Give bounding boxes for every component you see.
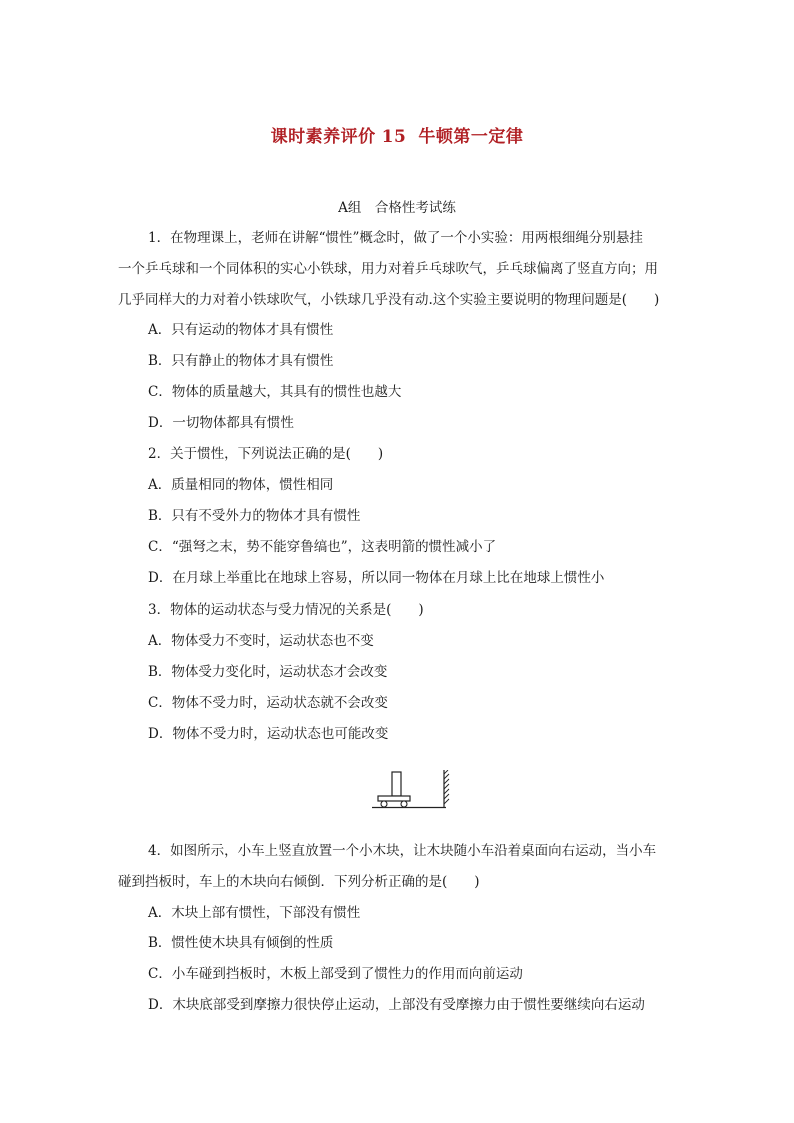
title-number: 15 [381,127,407,147]
question-3-option-a: A．物体受力不变时，运动状态也不变 [148,633,374,649]
question-1-option-d: D．一切物体都具有惯性 [148,415,294,431]
cart-body [378,796,410,801]
question-2-option-b: B．只有不受外力的物体才具有惯性 [148,508,361,524]
question-4-option-a: A．木块上部有惯性，下部没有惯性 [148,905,361,921]
cart-wheel-right [401,801,407,807]
wall-hatching [444,770,449,804]
question-3-option-c: C．物体不受力时，运动状态就不会改变 [148,695,388,711]
question-2-option-d: D．在月球上举重比在地球上容易，所以同一物体在月球上比在地球上惯性小 [148,570,605,586]
question-2-option-c: C．“强弩之末，势不能穿鲁缟也”，这表明箭的惯性减小了 [148,539,497,555]
wood-block [392,772,401,796]
question-4-line-2: 碰到挡板时，车上的木块向右倾倒．下列分析正确的是( ) [118,874,480,890]
question-1-line-1: 1．在物理课上，老师在讲解“惯性”概念时，做了一个小实验：用两根细绳分别悬挂 [148,230,643,246]
question-4-line-1: 4．如图所示，小车上竖直放置一个小木块，让木块随小车沿着桌面向右运动，当小车 [148,843,657,859]
cart-block-figure [372,770,452,814]
question-3-line-1: 3．物体的运动状态与受力情况的关系是( ) [148,602,424,618]
title-prefix: 课时素养评价 [270,127,376,147]
page-title [0,122,794,147]
question-1-option-a: A．只有运动的物体才具有惯性 [148,322,334,338]
question-1-line-3: 几乎同样大的力对着小铁球吹气，小铁球几乎没有动.这个实验主要说明的物理问题是( ) [118,292,660,308]
question-4-option-b: B．惯性使木块具有倾倒的性质 [148,935,334,951]
cart-wheel-left [381,801,387,807]
question-4-option-d: D．木块底部受到摩擦力很快停止运动，上部没有受摩擦力由于惯性要继续向右运动 [148,997,645,1013]
question-4-option-c: C．小车碰到挡板时，木板上部受到了惯性力的作用而向前运动 [148,966,523,982]
question-1-option-b: B．只有静止的物体才具有惯性 [148,353,334,369]
question-2-option-a: A．质量相同的物体，惯性相同 [148,477,334,493]
title-topic: 牛顿第一定律 [418,127,524,147]
question-2-line-1: 2．关于惯性，下列说法正确的是( ) [148,446,384,462]
question-3-option-b: B．物体受力变化时，运动状态才会改变 [148,664,388,680]
question-3-option-d: D．物体不受力时，运动状态也可能改变 [148,726,389,742]
question-1-option-c: C．物体的质量越大，其具有的惯性也越大 [148,384,402,400]
section-heading: A组 合格性考试练 [338,200,456,216]
question-1-line-2: 一个乒乓球和一个同体积的实心小铁球，用力对着乒乓球吹气，乒乓球偏离了竖直方向；用 [118,261,658,277]
